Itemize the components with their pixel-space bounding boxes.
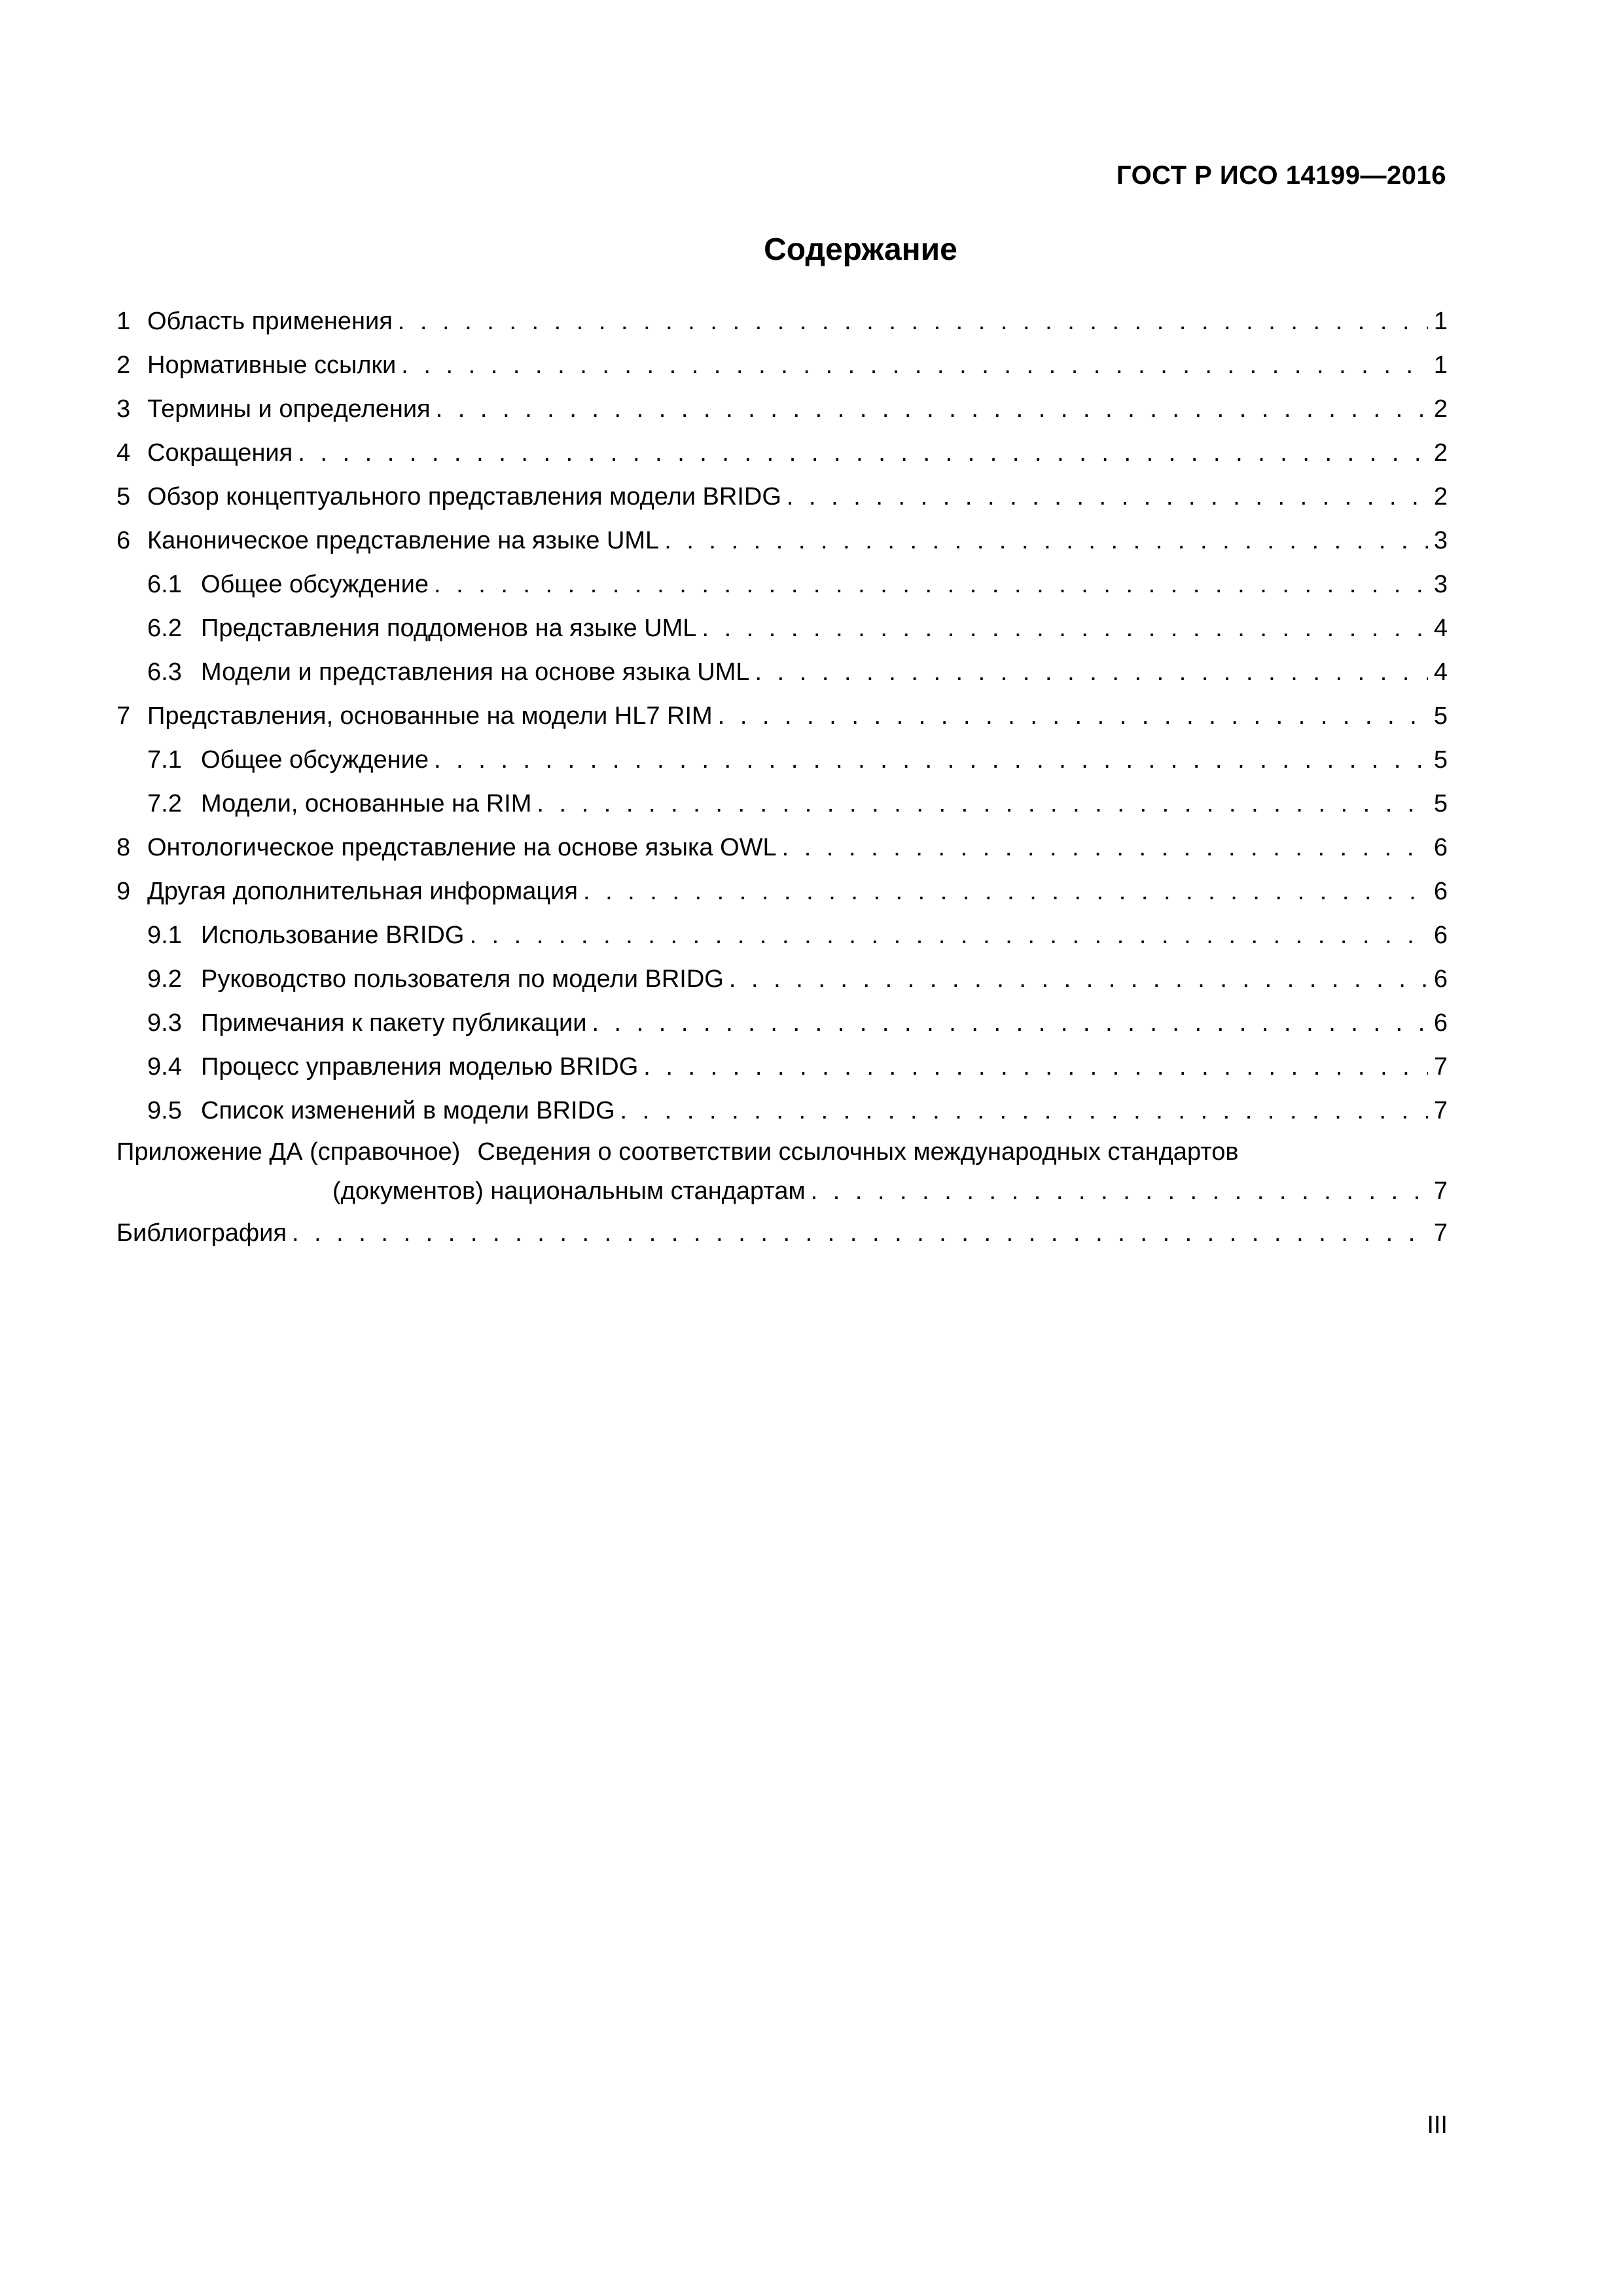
dot-leader — [811, 1171, 1428, 1211]
toc-entry-9-3[interactable] — [116, 1001, 1448, 1045]
toc-entry-page: 6 — [1433, 834, 1448, 861]
toc-entry-7[interactable] — [116, 694, 1448, 738]
toc-entry-text: Общее обсуждение — [201, 571, 429, 598]
toc-entry-number: 2 — [116, 351, 131, 379]
toc-entry-text: Сокращения — [147, 439, 293, 467]
toc-entry-page: 3 — [1433, 571, 1448, 598]
toc-entry-number: 8 — [116, 834, 131, 861]
toc-entry-text: Модели, основанные на RIM — [201, 790, 532, 817]
dot-leader — [298, 431, 1428, 475]
toc-entry-9-1[interactable] — [116, 914, 1448, 958]
toc-annex-entry-continued[interactable] — [116, 1171, 1448, 1211]
dot-leader — [620, 1089, 1428, 1133]
dot-leader — [469, 914, 1428, 958]
dot-leader — [755, 651, 1428, 694]
toc-entry-page: 3 — [1433, 527, 1448, 554]
toc-entry-7-1[interactable] — [116, 738, 1448, 782]
toc-entry-2[interactable] — [116, 344, 1448, 387]
dot-leader — [401, 344, 1428, 387]
toc-entry-page: 1 — [1433, 351, 1448, 379]
page-number: III — [1427, 2111, 1448, 2139]
annex-title-line1: Сведения о соответствии ссылочных международных стандартов — [477, 1138, 1239, 1166]
toc-entry-number: 6 — [116, 527, 131, 554]
toc-entry-number: 9.5 — [147, 1097, 182, 1124]
toc-entry-number: 7.1 — [147, 746, 182, 774]
toc-entry-page: 6 — [1433, 965, 1448, 993]
toc-entry-page: 2 — [1433, 395, 1448, 423]
toc-entry-3[interactable] — [116, 387, 1448, 431]
toc-entry-number: 1 — [116, 308, 131, 335]
dot-leader — [292, 1211, 1428, 1255]
toc-entry-text: Представления, основанные на модели HL7 RIM — [147, 702, 713, 730]
dot-leader — [787, 475, 1428, 519]
document-code: ГОСТ Р ИСО 14199—2016 — [1116, 161, 1446, 190]
dot-leader — [434, 738, 1428, 782]
toc-entry-text: Представления поддоменов на языке UML — [201, 615, 697, 642]
toc-entry-page: 7 — [1433, 1219, 1448, 1247]
toc-entry-page: 7 — [1433, 1053, 1448, 1081]
dot-leader — [434, 563, 1428, 607]
toc-entry-page: 7 — [1433, 1097, 1448, 1124]
toc-entry-page: 6 — [1433, 878, 1448, 905]
dot-leader — [537, 782, 1428, 826]
toc-entry-page: 2 — [1433, 439, 1448, 467]
toc-entry-text: Список изменений в модели BRIDG — [201, 1097, 615, 1124]
dot-leader — [436, 387, 1428, 431]
toc-entry-text: Примечания к пакету публикации — [201, 1009, 587, 1037]
toc-entry-text: Онтологическое представление на основе языка OWL — [147, 834, 777, 861]
toc-entry-page: 2 — [1433, 483, 1448, 511]
toc-entry-number: 9.2 — [147, 965, 182, 993]
toc-entry-number: 7.2 — [147, 790, 182, 817]
toc-entry-number: 4 — [116, 439, 131, 467]
toc-entry-9-2[interactable] — [116, 958, 1448, 1001]
toc-entry-page: 1 — [1433, 308, 1448, 335]
toc-entry-number: 6.3 — [147, 658, 182, 686]
toc-entry-page: 6 — [1433, 1009, 1448, 1037]
toc-entry-number: 9.1 — [147, 922, 182, 949]
toc-entry-9-5[interactable] — [116, 1089, 1448, 1133]
toc-entry-6-1[interactable] — [116, 563, 1448, 607]
toc-entry-text: Область применения — [147, 308, 393, 335]
dot-leader — [664, 519, 1428, 563]
toc-entry-text: Другая дополнительная информация — [147, 878, 578, 905]
toc-entry-7-2[interactable] — [116, 782, 1448, 826]
toc-entry-6-3[interactable] — [116, 651, 1448, 694]
toc-entry-page: 4 — [1433, 615, 1448, 642]
toc-entry-text: Процесс управления моделью BRIDG — [201, 1053, 639, 1081]
table-of-contents — [116, 300, 1448, 1255]
toc-entry-page: 5 — [1433, 702, 1448, 730]
dot-leader — [782, 826, 1428, 870]
toc-entry-5[interactable] — [116, 475, 1448, 519]
toc-entry-6-2[interactable] — [116, 607, 1448, 651]
toc-entry-page: 7 — [1433, 1177, 1448, 1205]
toc-annex-entry[interactable] — [116, 1133, 1448, 1171]
toc-entry-text: Обзор концептуального представления модели BRIDG — [147, 483, 781, 511]
toc-entry-number: 5 — [116, 483, 131, 511]
dot-leader — [702, 607, 1428, 651]
dot-leader — [583, 870, 1428, 914]
dot-leader — [729, 958, 1428, 1001]
toc-entry-number: 9.3 — [147, 1009, 182, 1037]
annex-title-line2: (документов) национальным стандартам — [332, 1177, 806, 1205]
toc-entry-8[interactable] — [116, 826, 1448, 870]
toc-entry-text: Руководство пользователя по модели BRIDG — [201, 965, 724, 993]
toc-entry-text: Нормативные ссылки — [147, 351, 397, 379]
toc-entry-4[interactable] — [116, 431, 1448, 475]
toc-entry-text: Библиография — [116, 1219, 287, 1247]
toc-entry-9[interactable] — [116, 870, 1448, 914]
toc-entry-page: 5 — [1433, 790, 1448, 817]
toc-entry-text: Модели и представления на основе языка UML — [201, 658, 750, 686]
toc-entry-text: Термины и определения — [147, 395, 431, 423]
toc-entry-1[interactable] — [116, 300, 1448, 344]
annex-label: Приложение ДА (справочное) — [116, 1138, 461, 1166]
toc-bibliography-entry[interactable] — [116, 1211, 1448, 1255]
dot-leader — [643, 1045, 1428, 1089]
toc-entry-number: 9.4 — [147, 1053, 182, 1081]
toc-entry-text: Каноническое представление на языке UML — [147, 527, 660, 554]
toc-entry-number: 6.2 — [147, 615, 182, 642]
dot-leader — [718, 694, 1428, 738]
dot-leader — [398, 300, 1428, 344]
toc-entry-number: 6.1 — [147, 571, 182, 598]
toc-entry-text: Использование BRIDG — [201, 922, 465, 949]
toc-entry-text: Общее обсуждение — [201, 746, 429, 774]
toc-entry-number: 3 — [116, 395, 131, 423]
toc-entry-number: 9 — [116, 878, 131, 905]
toc-entry-page: 5 — [1433, 746, 1448, 774]
toc-title: Содержание — [764, 232, 957, 267]
toc-entry-9-4[interactable] — [116, 1045, 1448, 1089]
toc-entry-6[interactable] — [116, 519, 1448, 563]
toc-entry-number: 7 — [116, 702, 131, 730]
toc-entry-page: 4 — [1433, 658, 1448, 686]
toc-entry-page: 6 — [1433, 922, 1448, 949]
dot-leader — [592, 1001, 1428, 1045]
